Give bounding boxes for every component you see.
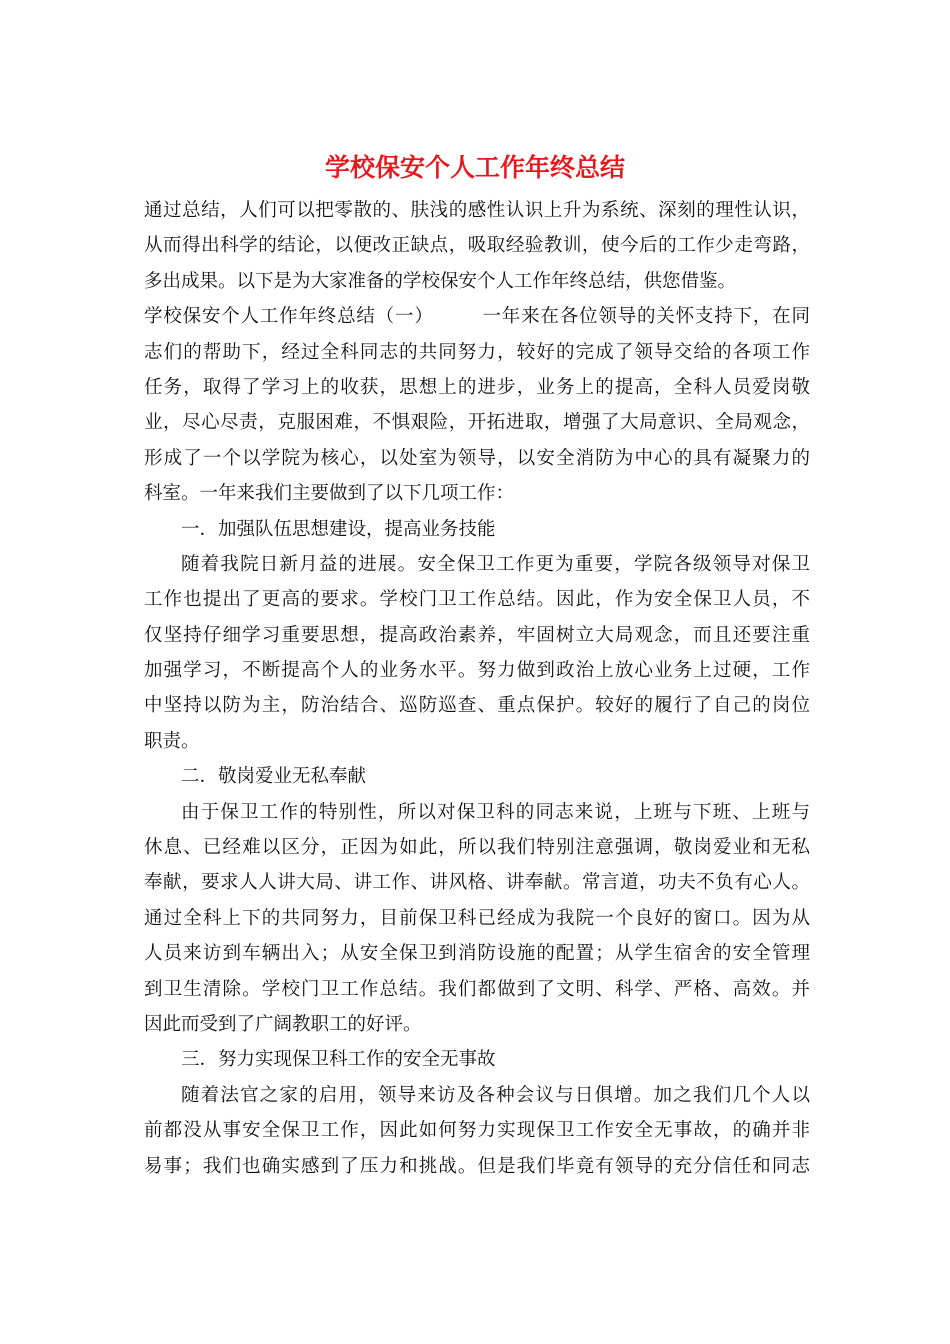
body-line: 奉献，要求人人讲大局、讲工作、讲风格、讲奉献。常言道，功夫不负有心人。 [144, 872, 810, 894]
body-line: 前都没从事安全保卫工作，因此如何努力实现保卫工作安全无事故，的确并非 [144, 1120, 810, 1142]
body-line: 随着我院日新月益的进展。安全保卫工作更为重要，学院各级领导对保卫 [181, 553, 810, 575]
body-line: 休息、已经难以区分，正因为如此，所以我们特别注意强调，敬岗爱业和无私 [144, 837, 810, 859]
body-line: 职责。 [144, 730, 200, 752]
body-line: 人员来访到车辆出入；从安全保卫到消防设施的配置；从学生宿舍的安全管理 [144, 943, 810, 965]
body-line: 易事；我们也确实感到了压力和挑战。但是我们毕竟有领导的充分信任和同志 [144, 1155, 810, 1177]
body-text-inline: 一年来在各位领导的关怀支持下，在同 [481, 306, 810, 328]
body-line: 由于保卫工作的特别性，所以对保卫科的同志来说，上班与下班、上班与 [181, 801, 810, 823]
section-heading-inline: 学校保安个人工作年终总结（一） [144, 306, 434, 328]
body-line: 科室。一年来我们主要做到了以下几项工作： [144, 483, 515, 505]
section-heading: 二．敬岗爱业无私奉献 [181, 766, 367, 788]
body-line: 加强学习，不断提高个人的业务水平。努力做到政治上放心业务上过硬，工作 [144, 660, 810, 682]
body-line: 通过全科上下的共同努力，目前保卫科已经成为我院一个良好的窗口。因为从 [144, 907, 810, 929]
body-line: 通过总结，人们可以把零散的、肤浅的感性认识上升为系统、深刻的理性认识， [144, 200, 810, 221]
section-heading: 三．努力实现保卫科工作的安全无事故 [181, 1049, 496, 1071]
body-line: 因此而受到了广阔教职工的好评。 [144, 1013, 422, 1035]
body-line: 从而得出科学的结论，以便改正缺点，吸取经验教训，使今后的工作少走弯路， [144, 235, 810, 257]
body-line: 多出成果。以下是为大家准备的学校保安个人工作年终总结，供您借鉴。 [144, 270, 737, 292]
document-body [144, 193, 810, 1184]
section-heading: 一．加强队伍思想建设，提高业务技能 [181, 518, 496, 540]
body-line: 到卫生清除。学校门卫工作总结。我们都做到了文明、科学、严格、高效。并 [144, 978, 810, 1000]
body-line: 志们的帮助下，经过全科同志的共同努力，较好的完成了领导交给的各项工作 [144, 341, 810, 363]
document-title: 学校保安个人工作年终总结 [324, 153, 625, 182]
body-line: 随着法官之家的启用，领导来访及各种会议与日俱增。加之我们几个人以 [181, 1084, 810, 1106]
body-line: 任务，取得了学习上的收获，思想上的进步，业务上的提高，全科人员爱岗敬 [144, 376, 810, 398]
body-line: 形成了一个以学院为核心，以处室为领导，以安全消防为中心的具有凝聚力的 [144, 447, 810, 469]
body-line: 中坚持以防为主，防治结合、巡防巡查、重点保护。较好的履行了自己的岗位 [144, 695, 810, 717]
body-line: 仅坚持仔细学习重要思想，提高政治素养，牢固树立大局观念，而且还要注重 [144, 624, 810, 646]
body-line: 工作也提出了更高的要求。学校门卫工作总结。因此，作为安全保卫人员，不 [144, 589, 810, 611]
body-line: 业，尽心尽责，克服困难，不惧艰险，开拓进取，增强了大局意识、全局观念， [144, 412, 810, 434]
body-line-mixed [144, 299, 810, 334]
